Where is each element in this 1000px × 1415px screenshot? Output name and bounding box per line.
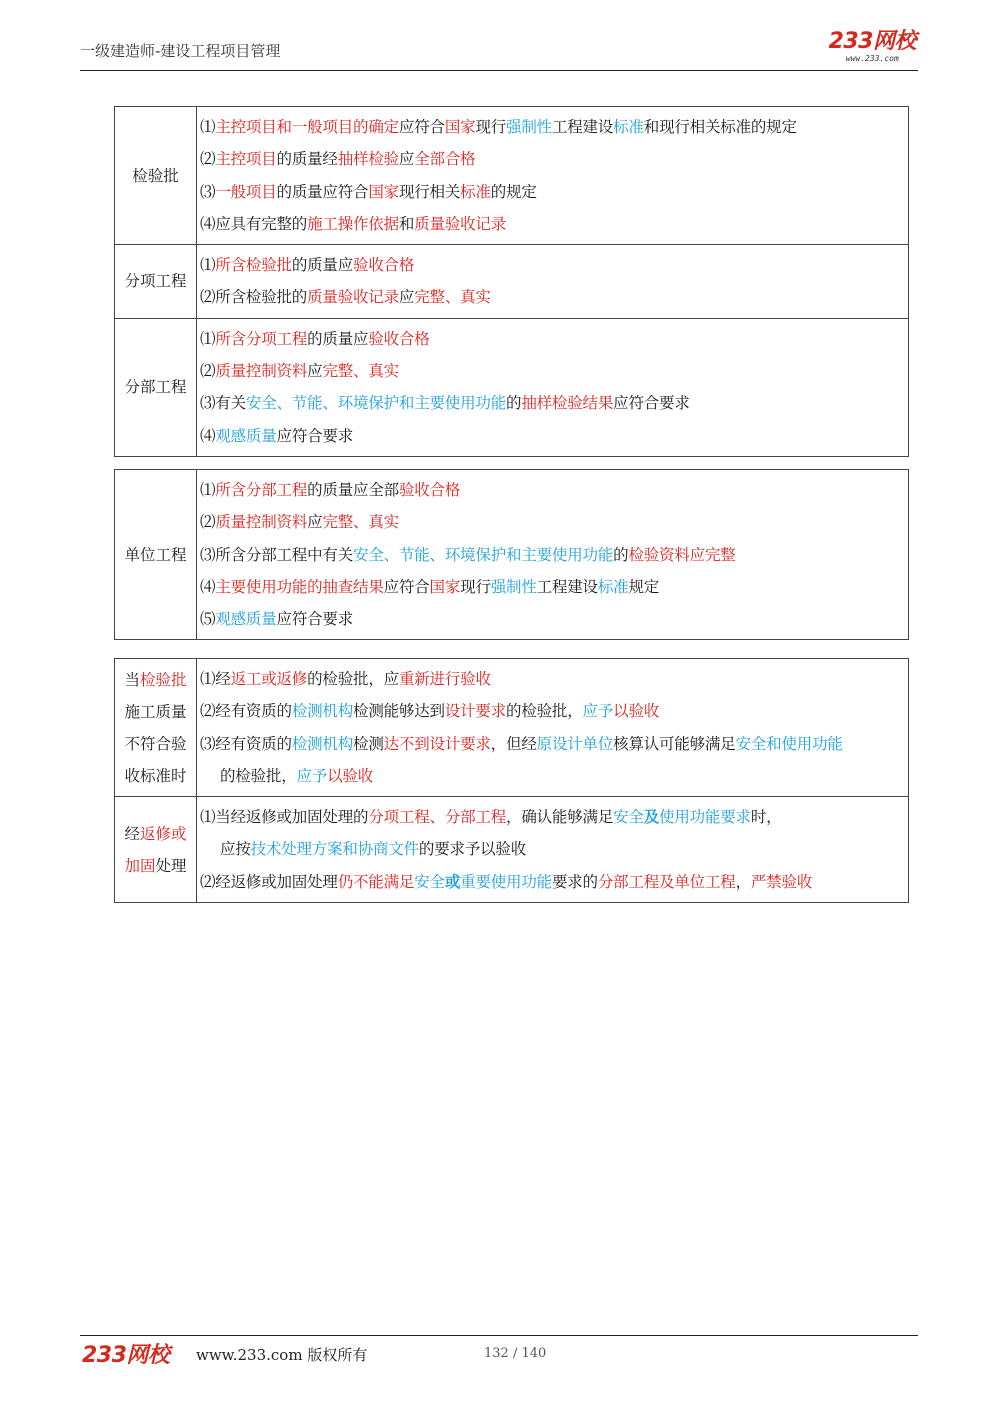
text-segment: 加固 <box>124 856 156 875</box>
text-segment: 达不到设计要求 <box>383 734 491 753</box>
table-row <box>115 107 909 245</box>
text-segment: 规定 <box>628 577 660 596</box>
text-segment: 的规定 <box>490 182 537 201</box>
requirement-line <box>200 208 908 240</box>
text-segment: 的质量应全部 <box>307 481 399 499</box>
text-segment: 应符合要求 <box>613 394 690 413</box>
text-segment: 处理 <box>155 856 187 875</box>
row-label <box>115 245 197 319</box>
text-segment: 观感质量 <box>215 610 277 629</box>
text-segment: 质量验收记录 <box>307 288 399 307</box>
table-row <box>115 659 909 797</box>
text-segment: 核算认可能够满足 <box>613 734 736 753</box>
label-line <box>117 728 194 760</box>
text-segment: 应予 <box>582 702 614 721</box>
text-segment: ⑵ <box>200 513 216 532</box>
text-segment: 应 <box>398 288 415 307</box>
text-segment: 重新进行验收 <box>398 670 491 688</box>
row-content <box>197 245 909 319</box>
text-segment: 国家 <box>444 118 476 136</box>
text-segment: ⑴ <box>200 329 216 348</box>
text-segment: 工程建设 <box>536 577 598 596</box>
text-segment: 单位工程 <box>124 545 187 564</box>
label-line <box>117 850 194 882</box>
text-segment: ⑸ <box>200 610 216 629</box>
text-segment: 主要使用功能的抽查结果 <box>215 577 384 596</box>
requirement-line <box>200 603 908 635</box>
text-segment: 返修或 <box>140 824 187 843</box>
row-content <box>197 470 909 640</box>
text-segment: 标准 <box>460 182 491 201</box>
header-divider <box>80 70 918 71</box>
requirement-line <box>200 833 908 865</box>
text-segment: 经 <box>124 824 140 843</box>
row-content <box>197 318 909 456</box>
text-segment: 的质量经 <box>276 150 338 169</box>
text-segment: 收标准时 <box>124 766 187 785</box>
text-segment: 观感质量 <box>215 426 277 445</box>
text-segment: 当 <box>124 670 140 689</box>
row-label <box>115 318 197 456</box>
logo-text: 233网校 <box>828 29 916 54</box>
text-segment: 检测机构 <box>291 734 354 753</box>
page-number: 132 / 140 <box>484 1346 547 1361</box>
text-segment: 应 <box>398 150 415 169</box>
requirement-line <box>200 323 908 355</box>
text-segment: 应符合 <box>383 577 430 596</box>
text-segment: 应按 <box>220 840 251 859</box>
requirement-line <box>200 506 908 538</box>
footer-divider <box>80 1335 918 1336</box>
text-segment: ⑴ <box>200 118 216 136</box>
row-label <box>115 659 197 797</box>
text-segment: ⑴ <box>200 256 216 275</box>
requirement-line <box>200 760 908 792</box>
text-segment: 分部工程及单位工程 <box>597 872 736 891</box>
text-segment: 验收合格 <box>368 329 430 348</box>
text-segment: ⑴当经返修或加固处理的 <box>200 808 369 827</box>
text-segment: ⑵ <box>200 150 216 169</box>
text-segment: 强制性 <box>506 118 552 136</box>
text-segment: ⑷ <box>200 577 216 596</box>
text-segment: 完整、真实 <box>322 362 399 381</box>
requirement-line <box>200 801 908 833</box>
text-segment: 完整、真实 <box>414 288 491 307</box>
text-segment: 主控项目和一般项目的确定 <box>215 118 399 136</box>
text-segment: 现行 <box>460 577 491 596</box>
row-content <box>197 107 909 245</box>
text-segment: 抽样检验结果 <box>521 394 614 413</box>
text-segment: 标准 <box>613 118 644 136</box>
text-segment: ⑴经 <box>200 670 231 688</box>
text-segment: 时， <box>750 808 782 827</box>
text-segment: 分项工程 <box>124 272 187 291</box>
text-segment: 检测 <box>353 734 384 753</box>
text-segment: 强制性 <box>490 577 537 596</box>
acceptance-table-3 <box>114 658 909 903</box>
text-segment: 检验批 <box>132 166 179 185</box>
row-label <box>115 107 197 245</box>
text-segment: ⑵所含检验批的 <box>200 288 308 307</box>
text-segment: 的质量应 <box>291 256 354 275</box>
text-segment: 检验资料应完整 <box>628 545 736 564</box>
text-segment: 应符合要求 <box>276 610 354 629</box>
requirement-line <box>200 176 908 208</box>
text-segment: 验收合格 <box>398 481 461 499</box>
requirement-line <box>200 728 908 760</box>
text-segment: 标准 <box>597 577 629 596</box>
label-line <box>117 539 194 571</box>
acceptance-table-2 <box>114 469 909 640</box>
text-segment: 应予 <box>296 766 328 785</box>
text-segment: ⑵经有资质的 <box>200 702 292 721</box>
label-line <box>117 664 194 696</box>
text-segment: 安全、节能、环境保护和主要使用功能 <box>245 394 507 413</box>
text-segment: 施工质量 <box>124 702 187 721</box>
text-segment: ⑶所含分部工程中有关 <box>200 545 354 564</box>
text-segment: 检测机构 <box>291 702 354 721</box>
text-segment: ⑶有关 <box>200 394 246 413</box>
label-line <box>117 160 194 192</box>
text-segment: 一般项目 <box>215 182 277 201</box>
table-row <box>115 470 909 640</box>
text-segment: 返工或返修 <box>230 670 308 688</box>
text-segment: 国家 <box>368 182 399 201</box>
text-segment: ⑴ <box>200 481 216 499</box>
text-segment: 工程建设 <box>551 118 614 136</box>
text-segment: 及 <box>643 808 660 827</box>
text-segment: 现行相关 <box>398 182 461 201</box>
text-segment: 原设计单位 <box>536 734 614 753</box>
text-segment: 或 <box>444 872 461 891</box>
text-segment: 的质量应 <box>307 329 369 348</box>
text-segment: 安全 <box>613 808 644 827</box>
text-segment: ⑶ <box>200 182 216 201</box>
acceptance-table-1 <box>114 106 909 457</box>
text-segment: 质量控制资料 <box>215 362 308 381</box>
footer-logo: 233网校 <box>82 1343 170 1368</box>
requirement-line <box>200 420 908 452</box>
text-segment: 应 <box>307 513 323 532</box>
text-segment: 国家 <box>429 577 461 596</box>
requirement-line <box>200 474 908 506</box>
text-segment: 质量验收记录 <box>414 214 507 233</box>
text-segment: 应 <box>307 362 323 381</box>
requirement-line <box>200 387 908 419</box>
text-segment: 的 <box>613 545 629 564</box>
text-segment: ，但经 <box>490 734 537 753</box>
text-segment: 验收合格 <box>353 256 415 275</box>
text-segment: 重要使用功能 <box>460 872 552 891</box>
requirement-line <box>200 111 908 143</box>
requirement-line <box>200 143 908 175</box>
text-segment: 的检验批， <box>506 702 583 721</box>
text-segment: 以验收 <box>613 702 660 721</box>
text-segment: 应符合要求 <box>276 426 354 445</box>
row-label <box>115 797 197 903</box>
brand-logo <box>829 30 916 63</box>
text-segment: 安全 <box>414 872 445 891</box>
requirement-line <box>200 281 908 313</box>
text-segment: 的检验批， <box>220 766 297 785</box>
table-row <box>115 318 909 456</box>
label-line <box>117 265 194 297</box>
text-segment: 严禁验收 <box>750 872 813 891</box>
label-line <box>117 760 194 792</box>
text-segment: 现行 <box>475 118 507 136</box>
text-segment: ，确认能够满足 <box>506 808 614 827</box>
text-segment: 的 <box>506 394 522 413</box>
text-segment: 分部工程 <box>124 378 187 397</box>
text-segment: ⑵ <box>200 362 216 381</box>
text-segment: ⑷ <box>200 426 216 445</box>
text-segment: 检测能够达到 <box>353 702 445 721</box>
text-segment: 安全、节能、环境保护和主要使用功能 <box>353 545 614 564</box>
text-segment: 的质量应符合 <box>276 182 369 201</box>
text-segment: 所含分项工程 <box>215 329 308 348</box>
text-segment: ⑷应具有完整的 <box>200 214 308 233</box>
text-segment: 质量控制资料 <box>215 513 308 532</box>
text-segment: 要求的 <box>551 872 598 891</box>
label-line <box>117 696 194 728</box>
text-segment: 以验收 <box>327 766 374 785</box>
logo-url: www.233.com <box>845 54 899 63</box>
requirement-line <box>200 866 908 898</box>
text-segment: 安全和使用功能 <box>735 734 843 753</box>
text-segment: 使用功能要求 <box>659 808 751 827</box>
requirement-line <box>200 539 908 571</box>
text-segment: 的检验批，应 <box>307 670 399 688</box>
requirement-line <box>200 695 908 727</box>
row-content <box>197 797 909 903</box>
text-segment: 所含分部工程 <box>215 481 308 499</box>
requirement-line <box>200 571 908 603</box>
row-content <box>197 659 909 797</box>
text-segment: 设计要求 <box>444 702 507 721</box>
table-row <box>115 797 909 903</box>
text-segment: 的要求予以验收 <box>418 840 527 859</box>
text-segment: 仍不能满足 <box>337 872 415 891</box>
text-segment: ， <box>735 872 751 891</box>
label-line <box>117 818 194 850</box>
text-segment: 主控项目 <box>215 150 277 169</box>
requirement-line <box>200 355 908 387</box>
document-title: 一级建造师-建设工程项目管理 <box>80 42 281 60</box>
text-segment: 和 <box>398 214 415 233</box>
label-line <box>117 371 194 403</box>
text-segment: 全部合格 <box>414 150 476 169</box>
row-label <box>115 470 197 640</box>
text-segment: 完整、真实 <box>322 513 399 532</box>
table-row <box>115 245 909 319</box>
footer-copyright: www.233.com 版权所有 <box>196 1346 368 1364</box>
text-segment: 不符合验 <box>124 734 187 753</box>
text-segment: 所含检验批 <box>215 256 292 275</box>
requirement-line <box>200 249 908 281</box>
text-segment: ⑶经有资质的 <box>200 734 292 753</box>
text-segment: 技术处理方案和协商文件 <box>250 840 419 859</box>
text-segment: 分项工程、分部工程 <box>368 808 507 827</box>
text-segment: 检验批 <box>140 670 187 689</box>
text-segment: 应符合 <box>398 118 445 136</box>
text-segment: 和现行相关标准的规定 <box>643 118 797 136</box>
text-segment: ⑵经返修或加固处理 <box>200 872 338 891</box>
requirement-line <box>200 663 908 695</box>
text-segment: 抽样检验 <box>337 150 399 169</box>
text-segment: 施工操作依据 <box>307 214 399 233</box>
